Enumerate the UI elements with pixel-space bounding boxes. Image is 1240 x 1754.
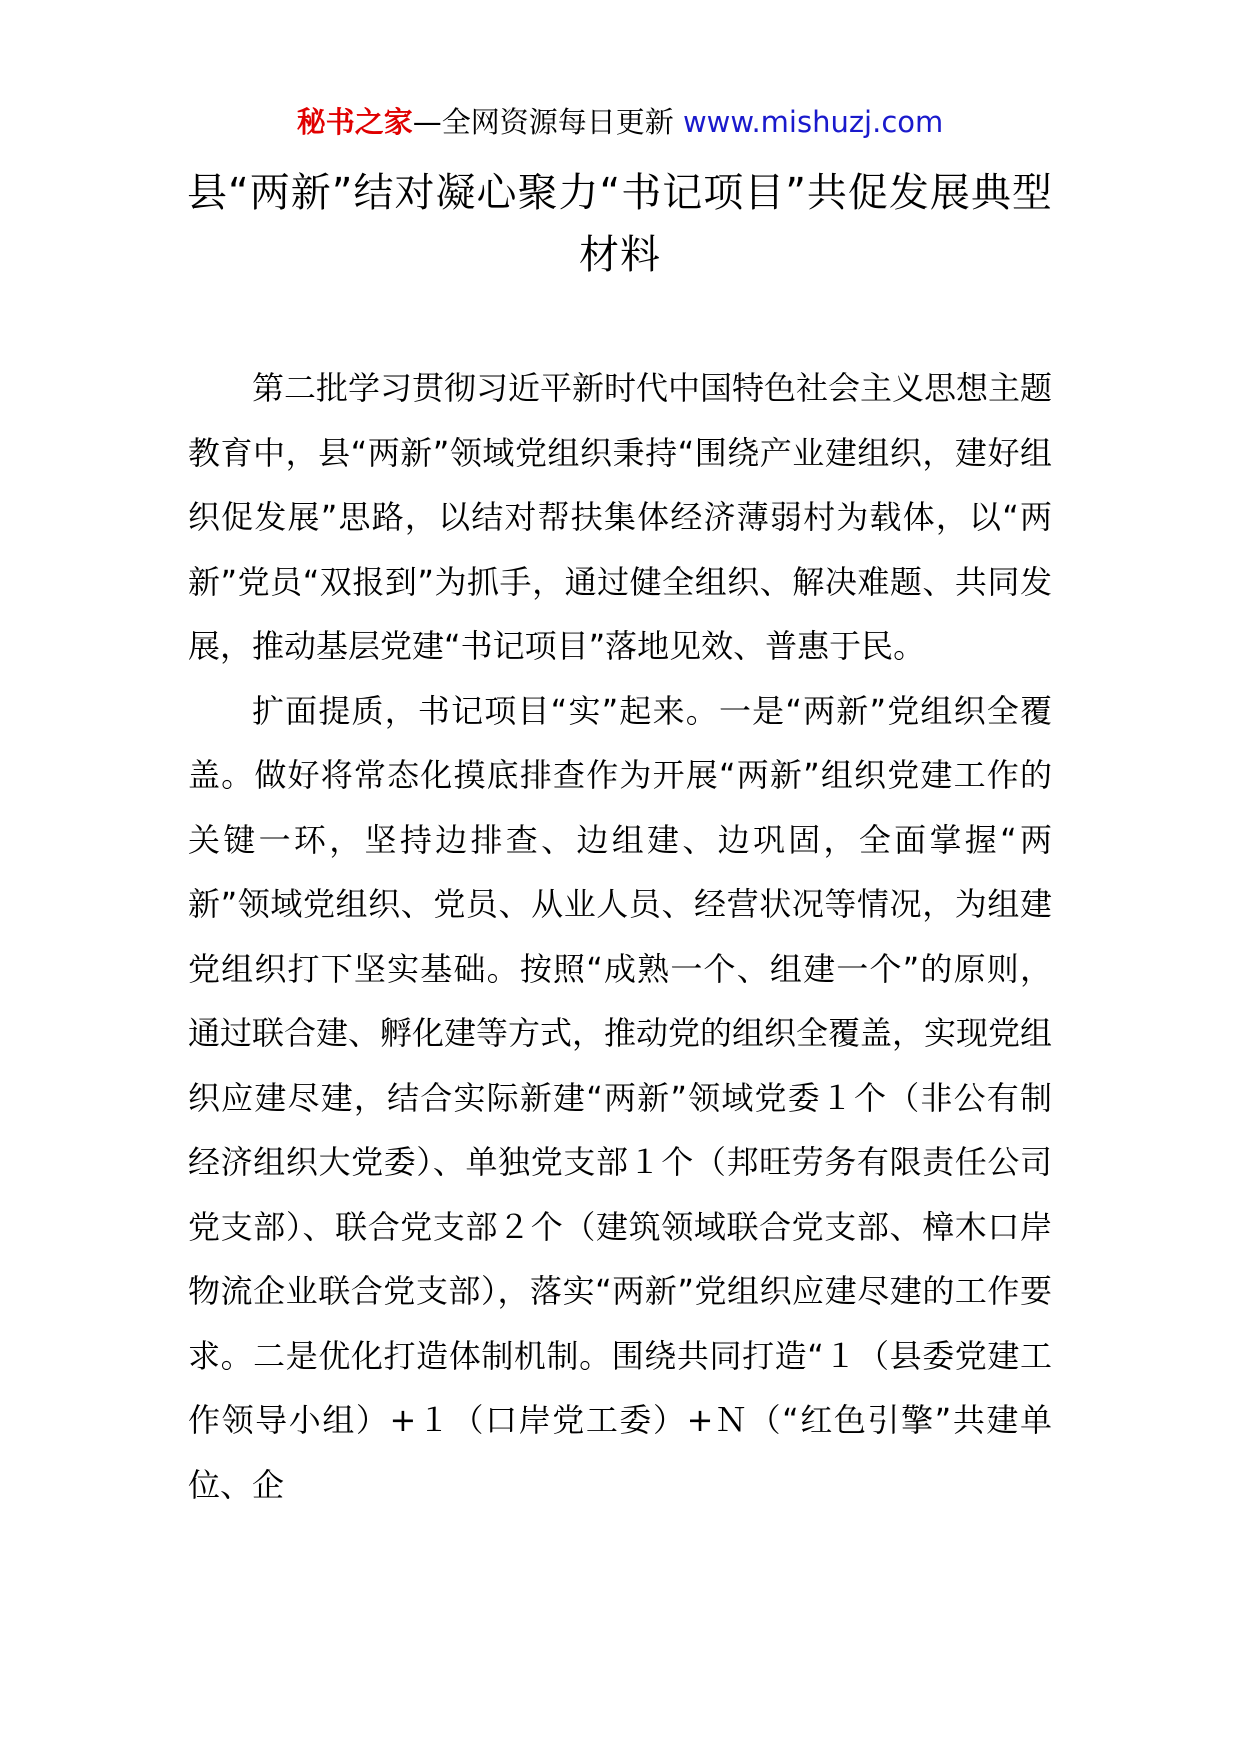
site-url-link[interactable]: www.mishuzj.com	[682, 105, 944, 139]
document-title: 县“两新”结对凝心聚力“书记项目”共促发展典型材料	[187, 170, 1053, 278]
site-slogan: —全网资源每日更新	[412, 105, 683, 139]
site-header	[0, 100, 1240, 144]
paragraph-expand-quality: 扩面提质，书记项目“实”起来。一是“两新”党组织全覆盖。做好将常态化摸底排查作为开展“两新”组织党建工作的关键一环，坚持边排查、边组建、边巩固，全面掌握“两新”领域党组织、党员、从业人员、经营状况等情况，为组建党组织打下坚实基础。按照“成熟一个、组建一个”的原则，通过联合建、孵化建等方式，推动党的组织全覆盖，实现党组织应建尽建，结合实际新建“两新”领域党委１个（非公有制经济组织大党委）、单独党支部１个（邦旺劳务有限责任公司党支部）、联合党支部２个（建筑领域联合党支部、樟木口岸物流企业联合党支部），落实“两新”党组织应建尽建的工作要求。二是优化打造体制机制。围绕共同打造“１（县委党建工作领导小组）+１（口岸党工委）+Ｎ（“红色引擎”共建单位、企	[188, 691, 1053, 1504]
site-brand: 秘书之家	[296, 105, 413, 139]
document-body	[188, 356, 1052, 1517]
paragraph-intro: 第二批学习贯彻习近平新时代中国特色社会主义思想主题教育中，县“两新”领域党组织秉持“围绕产业建组织，建好组织促发展”思路，以结对帮扶集体经济薄弱村为载体，以“两新”党员“双报到”为抓手，通过健全组织、解决难题、共同发展，推动基层党建“书记项目”落地见效、普惠于民。	[188, 369, 1053, 665]
